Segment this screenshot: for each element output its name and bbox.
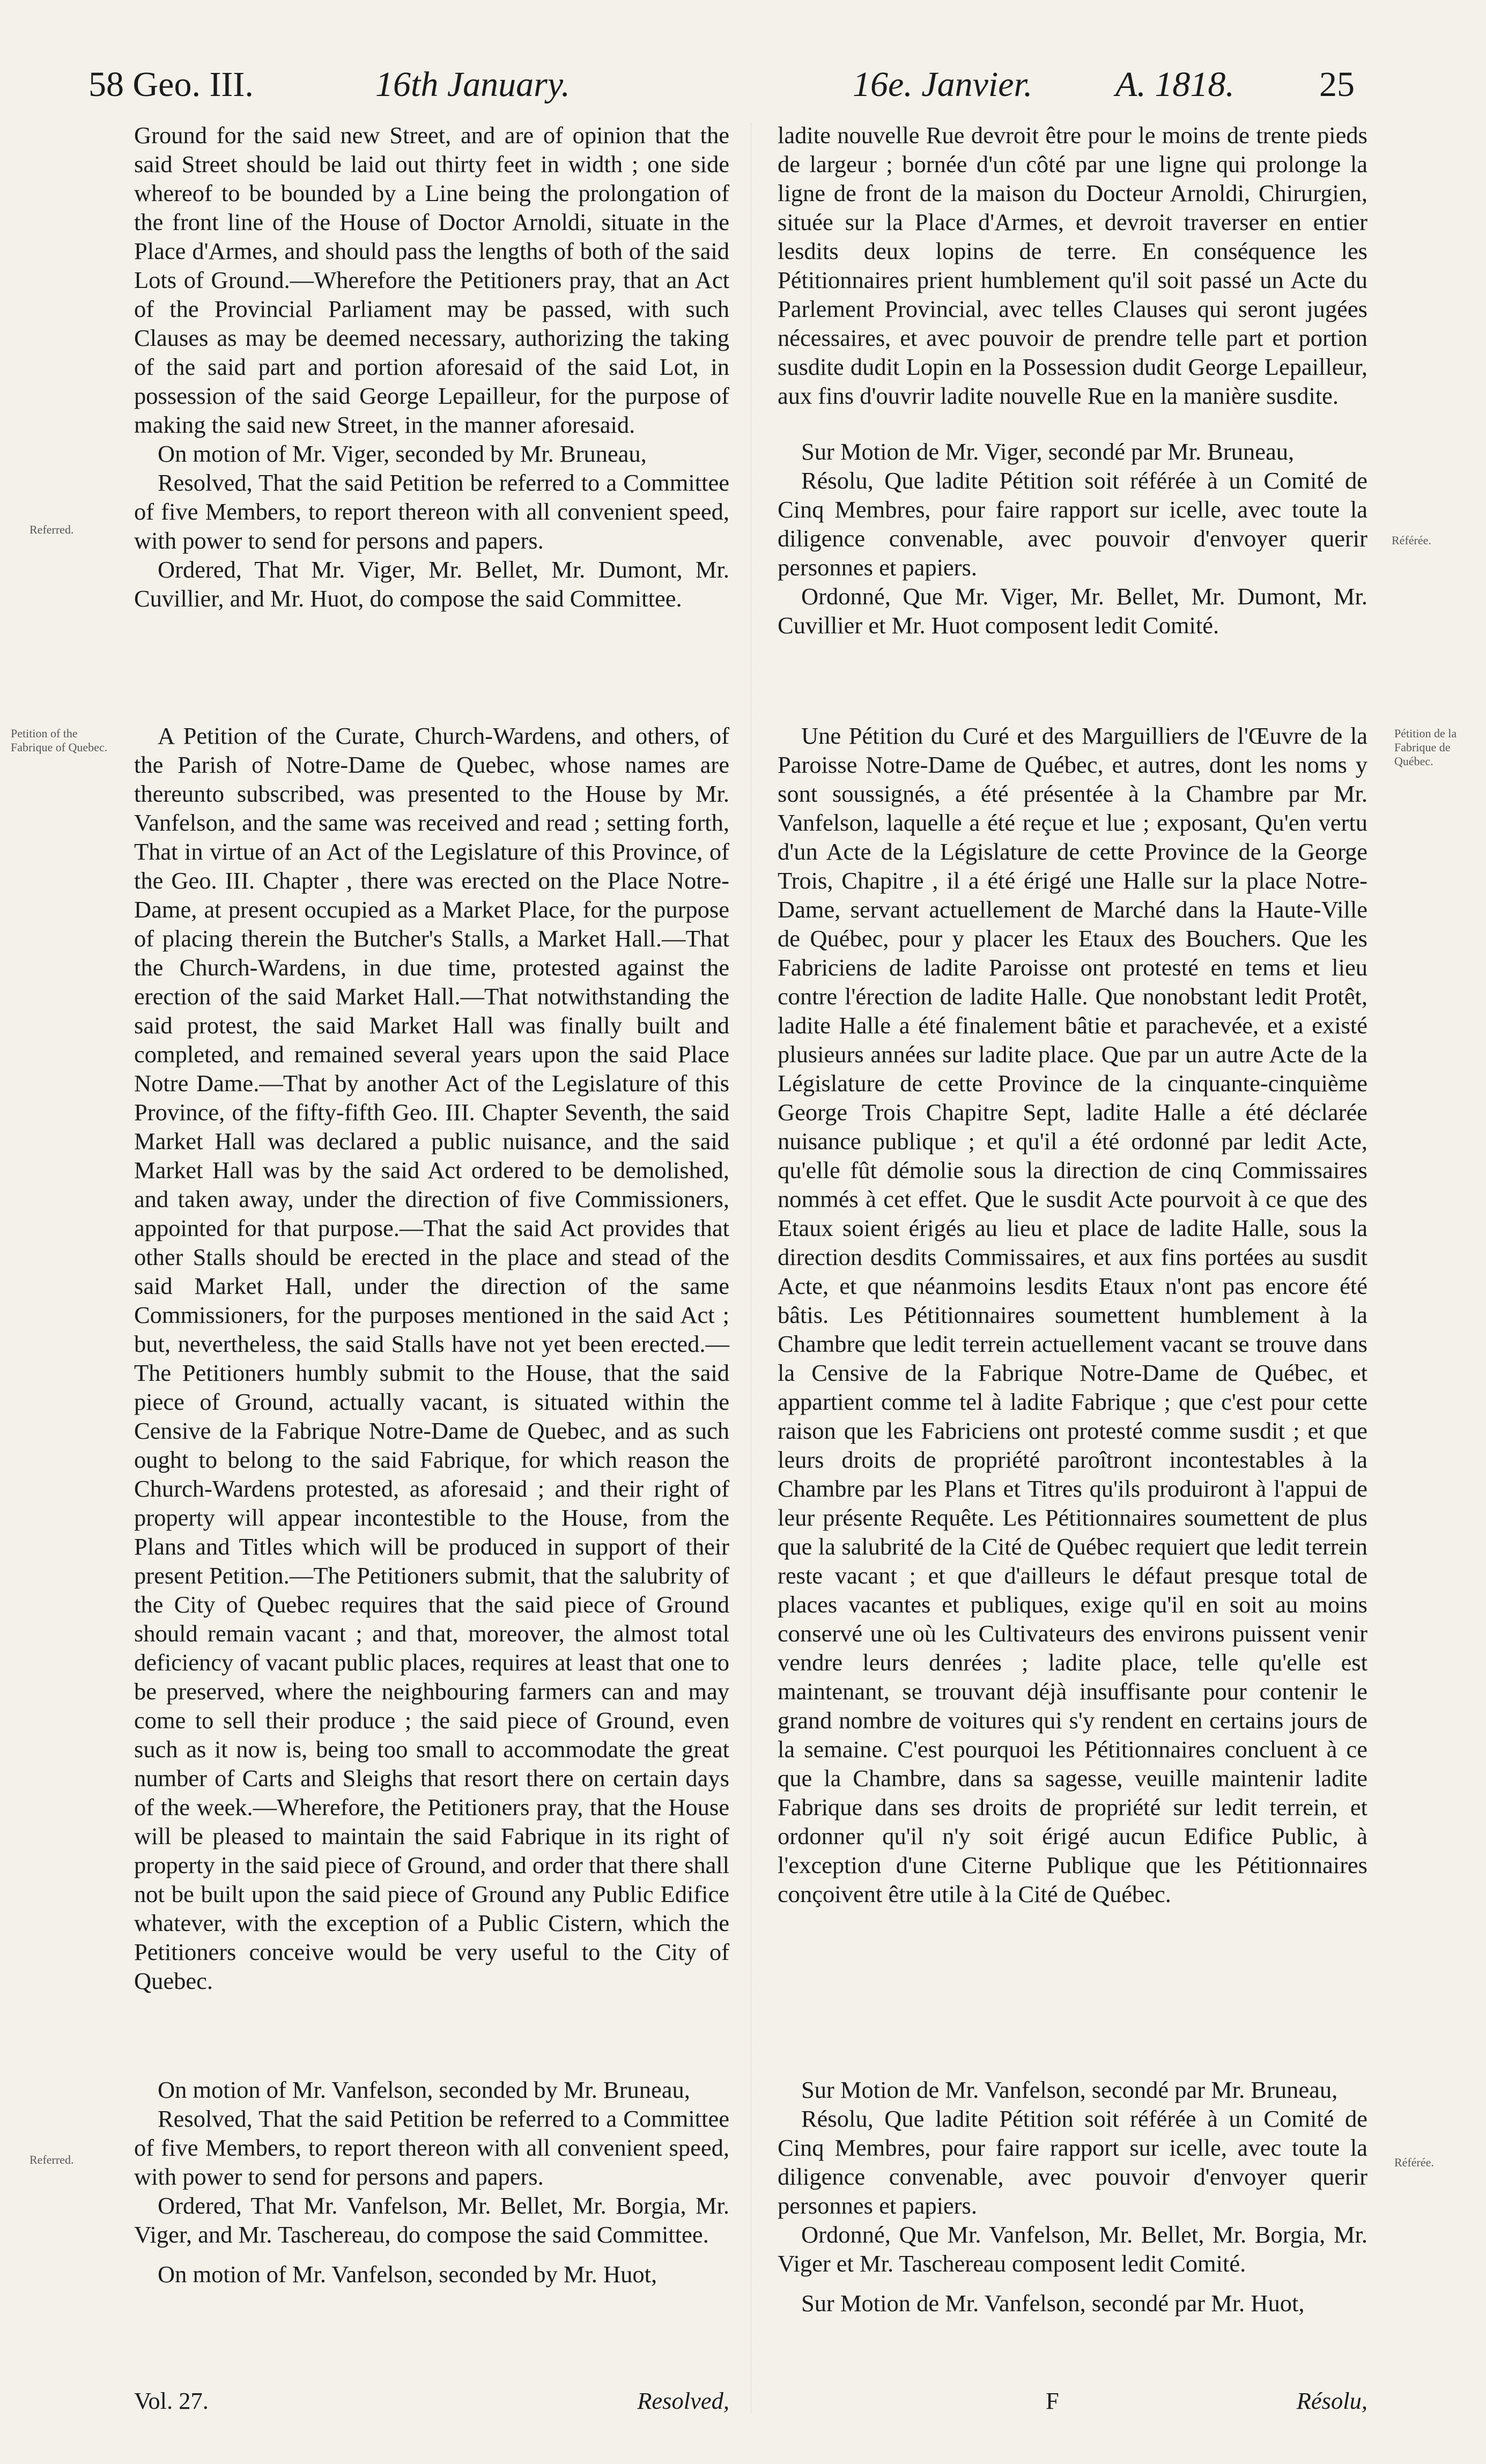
french-paragraph-street: ladite nouvelle Rue devroit être pour le moins de trente pieds de largeur ; bornée d'un côté par une ligne qui prolonge la ligne de front de la maison du Docteur Arnoldi, Chirurgien, située sur la Place d'Armes, et devroit traverser en entier lesdits deux lopins de terre. En conséquence les Pétitionnaires prient humblement qu'il soit passé un Acte du Parlement Provincial, avec telles Clauses qui seront jugées nécessaires, et avec pouvoir de prendre telle part et portion susdite dudit Lopin en la Possession dudit George Lepailleur, aux fins d'ouvrir ladite nouvelle Rue en la manière susdite. [778, 122, 1367, 409]
french-petition-column [778, 721, 1367, 1908]
french-footer [778, 2386, 1367, 2415]
header-year: A. 1818. [1115, 65, 1234, 104]
french-footer-resolu: Résolu, [1296, 2387, 1367, 2414]
english-resolved-committee: Resolved, That the said Petition be referred to a Committee of five Members, to report thereon with all convenient speed, with power to send for persons and papers. [134, 469, 729, 554]
french-petition-fabrique: Une Pétition du Curé et des Marguilliers de l'Œuvre de la Paroisse Notre-Dame de Québec, et autres, dont les noms y sont soussignés, a été présentée à la Chambre par Mr. Vanfelson, laquelle a été reçue et lue ; exposant, Qu'en vertu d'un Acte de la Législature de cette Province de la George Trois, Chapitre , il a été érigé une Halle sur la place Notre-Dame, servant actuellement de Marché dans la Haute-Ville de Québec, pour y placer les Etaux des Bouchers. Que les Fabriciens de ladite Paroisse ont protesté en tems et lieu contre l'érection de ladite Halle. Que nonobstant ledit Protêt, ladite Halle a été finalement bâtie et parachevée, et a existé plusieurs années sur ladite place. Que par un autre Acte de la Législature de cette Province de la cinquante-cinquième George Trois Chapitre Sept, ladite Halle a été déclarée nuisance publique ; et qu'il a été ordonné par ledit Acte, qu'elle fût démolie sous la direction de cinq Commissaires nommés à cet effet. Que le susdit Acte pourvoit à ce que des Etaux soient érigés au lieu et place de ladite Halle, sous la direction desdits Commissaires, et aux fins portées au susdit Acte, et que néanmoins lesdits Etaux n'ont pas encore été bâtis. Les Pétitionnaires soumettent humblement à la Chambre que ledit terrein actuellement vacant se trouve dans la Censive de la Fabrique Notre-Dame de Québec, et appartient comme tel à ladite Fabrique ; que c'est pour cette raison que les Fabriciens ont protesté comme susdit ; et que leurs droits de propriété paroîtront incontestables à la Chambre par les Plans et Titres qu'ils produiront à l'appui de leur présente Requête. Les Pétitionnaires soumettent de plus que la salubrité de la Cité de Québec requiert que ledit terrein reste vacant ; et que d'ailleurs le défaut presque total de places vacantes et publiques, exige qu'il en soit au moins conservé une où les Cultivateurs des environs puissent venir vendre leurs denrées ; ladite place, telle qu'elle est maintenant, se trouvant déjà insuffisante pour contenir le grand nombre de voitures qui s'y rendent en certains jours de la semaine. C'est pourquoi les Pétitionnaires concluent à ce que la Chambre, dans sa sagesse, veuille maintenir ladite Fabrique dans ses droits de propriété sur ledit terrein, et ordonner qu'il n'y soit érigé aucun Edifice Public, à l'exception d'une Citerne Publique que les Pétitionnaires conçoivent être utile à la Cité de Québec. [778, 722, 1367, 1907]
margin-note-referred: Referred. [29, 523, 74, 536]
header-date-french: 16e. Janvier. [853, 65, 1033, 104]
french-motion-vanfelson: Sur Motion de Mr. Vanfelson, secondé par Mr. Bruneau, [801, 2076, 1338, 2103]
english-ordered-vanfelson: Ordered, That Mr. Vanfelson, Mr. Bellet, Mr. Borgia, Mr. Viger, and Mr. Taschereau, do compose the said Committee. [134, 2192, 729, 2248]
french-motion-viger: Sur Motion de Mr. Viger, secondé par Mr. Bruneau, [801, 438, 1295, 465]
french-resolu-vanfelson: Résolu, Que ladite Pétition soit référée à un Comité de Cinq Membres, pour faire rapport sur icelle, avec toute la diligence convenable, avec pouvoir d'envoyer querir personnes et papiers. [778, 2105, 1367, 2219]
margin-note-petition-fr: Pétition de la Fabrique de Québec. [1394, 727, 1457, 768]
sheet-signature: F [1046, 2387, 1059, 2414]
header-date-english: 16th January. [375, 65, 570, 104]
english-ordered-committee: Ordered, That Mr. Viger, Mr. Bellet, Mr. Dumont, Mr. Cuvillier, and Mr. Huot, do compose the said Committee. [134, 556, 729, 612]
english-footer [134, 2386, 729, 2415]
header-regnal-year: 58 Geo. III. [88, 65, 254, 104]
margin-note-petition-en: Petition of the Fabrique of Quebec. [11, 727, 108, 754]
french-column [778, 121, 1367, 640]
english-footer-resolved: Resolved, [637, 2387, 729, 2414]
english-petition-fabrique: A Petition of the Curate, Church-Wardens, and others, of the Parish of Notre-Dame de Quebec, whose names are thereunto subscribed, was presented to the House by Mr. Vanfelson, and the same was received and read ; setting forth, That in virtue of an Act of the Legislature of this Province, of the Geo. III. Chapter , there was erected on the Place Notre-Dame, at present occupied as a Market Place, for the purpose of placing therein the Butcher's Stalls, a Market Hall.—That the Church-Wardens, in due time, protested against the erection of the said Market Hall.—That notwithstanding the said protest, the said Market Hall was finally built and completed, and remained several years upon the said Place Notre Dame.—That by another Act of the Legislature of this Province, of the fifty-fifth Geo. III. Chapter Seventh, the said Market Hall was declared a public nuisance, and the said Market Hall was by the said Act ordered to be demolished, and taken away, under the direction of five Commissioners, appointed for that purpose.—That the said Act provides that other Stalls should be erected in the place and stead of the said Market Hall, under the direction of the same Commissioners, for the purposes mentioned in the said Act ; but, nevertheless, the said Stalls have not yet been erected.—The Petitioners humbly submit to the House, that the said piece of Ground, actually vacant, is situated within the Censive de la Fabrique Notre-Dame de Quebec, and as such ought to belong to the said Fabrique, for which reason the Church-Wardens protested, as aforesaid ; and their right of property will appear incontestible to the House, from the Plans and Titles which will be produced in support of their present Petition.—The Petitioners submit, that the salubrity of the City of Quebec requires that the said piece of Ground should remain vacant ; and that, moreover, the almost total deficiency of vacant public places, requires at least that one to be preserved, where the neighbouring farmers can and may come to sell their produce ; the said piece of Ground, even such as it now is, being too small to accommodate the great number of Carts and Sleighs that resort there on certain days of the week.—Wherefore, the Petitioners pray, that the House will be pleased to maintain the said Fabrique in its right of property in the said piece of Ground, and order that there shall not be built upon the said piece of Ground any Public Edifice whatever, with the exception of a Public Cistern, which the Petitioners conceive would be very useful to the City of Quebec. [134, 722, 729, 1994]
margin-note-referred-2: Referred. [29, 2153, 74, 2166]
french-ordonne-vanfelson: Ordonné, Que Mr. Vanfelson, Mr. Bellet, Mr. Borgia, Mr. Viger et Mr. Taschereau composent ledit Comité. [778, 2221, 1367, 2277]
english-motion-vanfelson: On motion of Mr. Vanfelson, seconded by Mr. Bruneau, [158, 2076, 690, 2103]
french-resolu-committee: Résolu, Que ladite Pétition soit référée à un Comité de Cinq Membres, pour faire rapport sur icelle, avec toute la diligence convenable, avec pouvoir d'envoyer querir personnes et papiers. [778, 467, 1367, 581]
english-column [134, 121, 729, 613]
margin-note-referee: Référée. [1392, 534, 1431, 547]
french-ordonne-committee: Ordonné, Que Mr. Viger, Mr. Bellet, Mr. Dumont, Mr. Cuvillier et Mr. Huot composent ledit Comité. [778, 583, 1367, 639]
english-motion-huot: On motion of Mr. Vanfelson, seconded by Mr. Huot, [158, 2261, 657, 2288]
english-resolved-vanfelson: Resolved, That the said Petition be referred to a Committee of five Members, to report thereon with all convenient speed, with power to send for persons and papers. [134, 2105, 729, 2190]
french-motion-block [778, 2075, 1367, 2318]
english-paragraph-street: Ground for the said new Street, and are of opinion that the said Street should be laid out thirty feet in width ; one side whereof to be bounded by a Line being the prolongation of the front line of the House of Doctor Arnoldi, situate in the Place d'Armes, and should pass the lengths of both of the said Lots of Ground.—Wherefore the Petitioners pray, that an Act of the Provincial Parliament may be passed, with such Clauses as may be deemed necessary, authorizing the taking of the said part and portion aforesaid of the said Lot, in possession of the said George Lepailleur, for the purpose of making the said new Street, in the manner aforesaid. [134, 122, 729, 438]
english-motion-block [134, 2075, 729, 2289]
header-page-number: 25 [1319, 65, 1355, 104]
english-motion-viger: On motion of Mr. Viger, seconded by Mr. Bruneau, [158, 440, 647, 467]
volume-signature: Vol. 27. [134, 2387, 209, 2414]
english-petition-column [134, 721, 729, 1995]
margin-note-referee-2: Référée. [1394, 2156, 1434, 2169]
french-motion-huot: Sur Motion de Mr. Vanfelson, secondé par Mr. Huot, [801, 2290, 1305, 2317]
